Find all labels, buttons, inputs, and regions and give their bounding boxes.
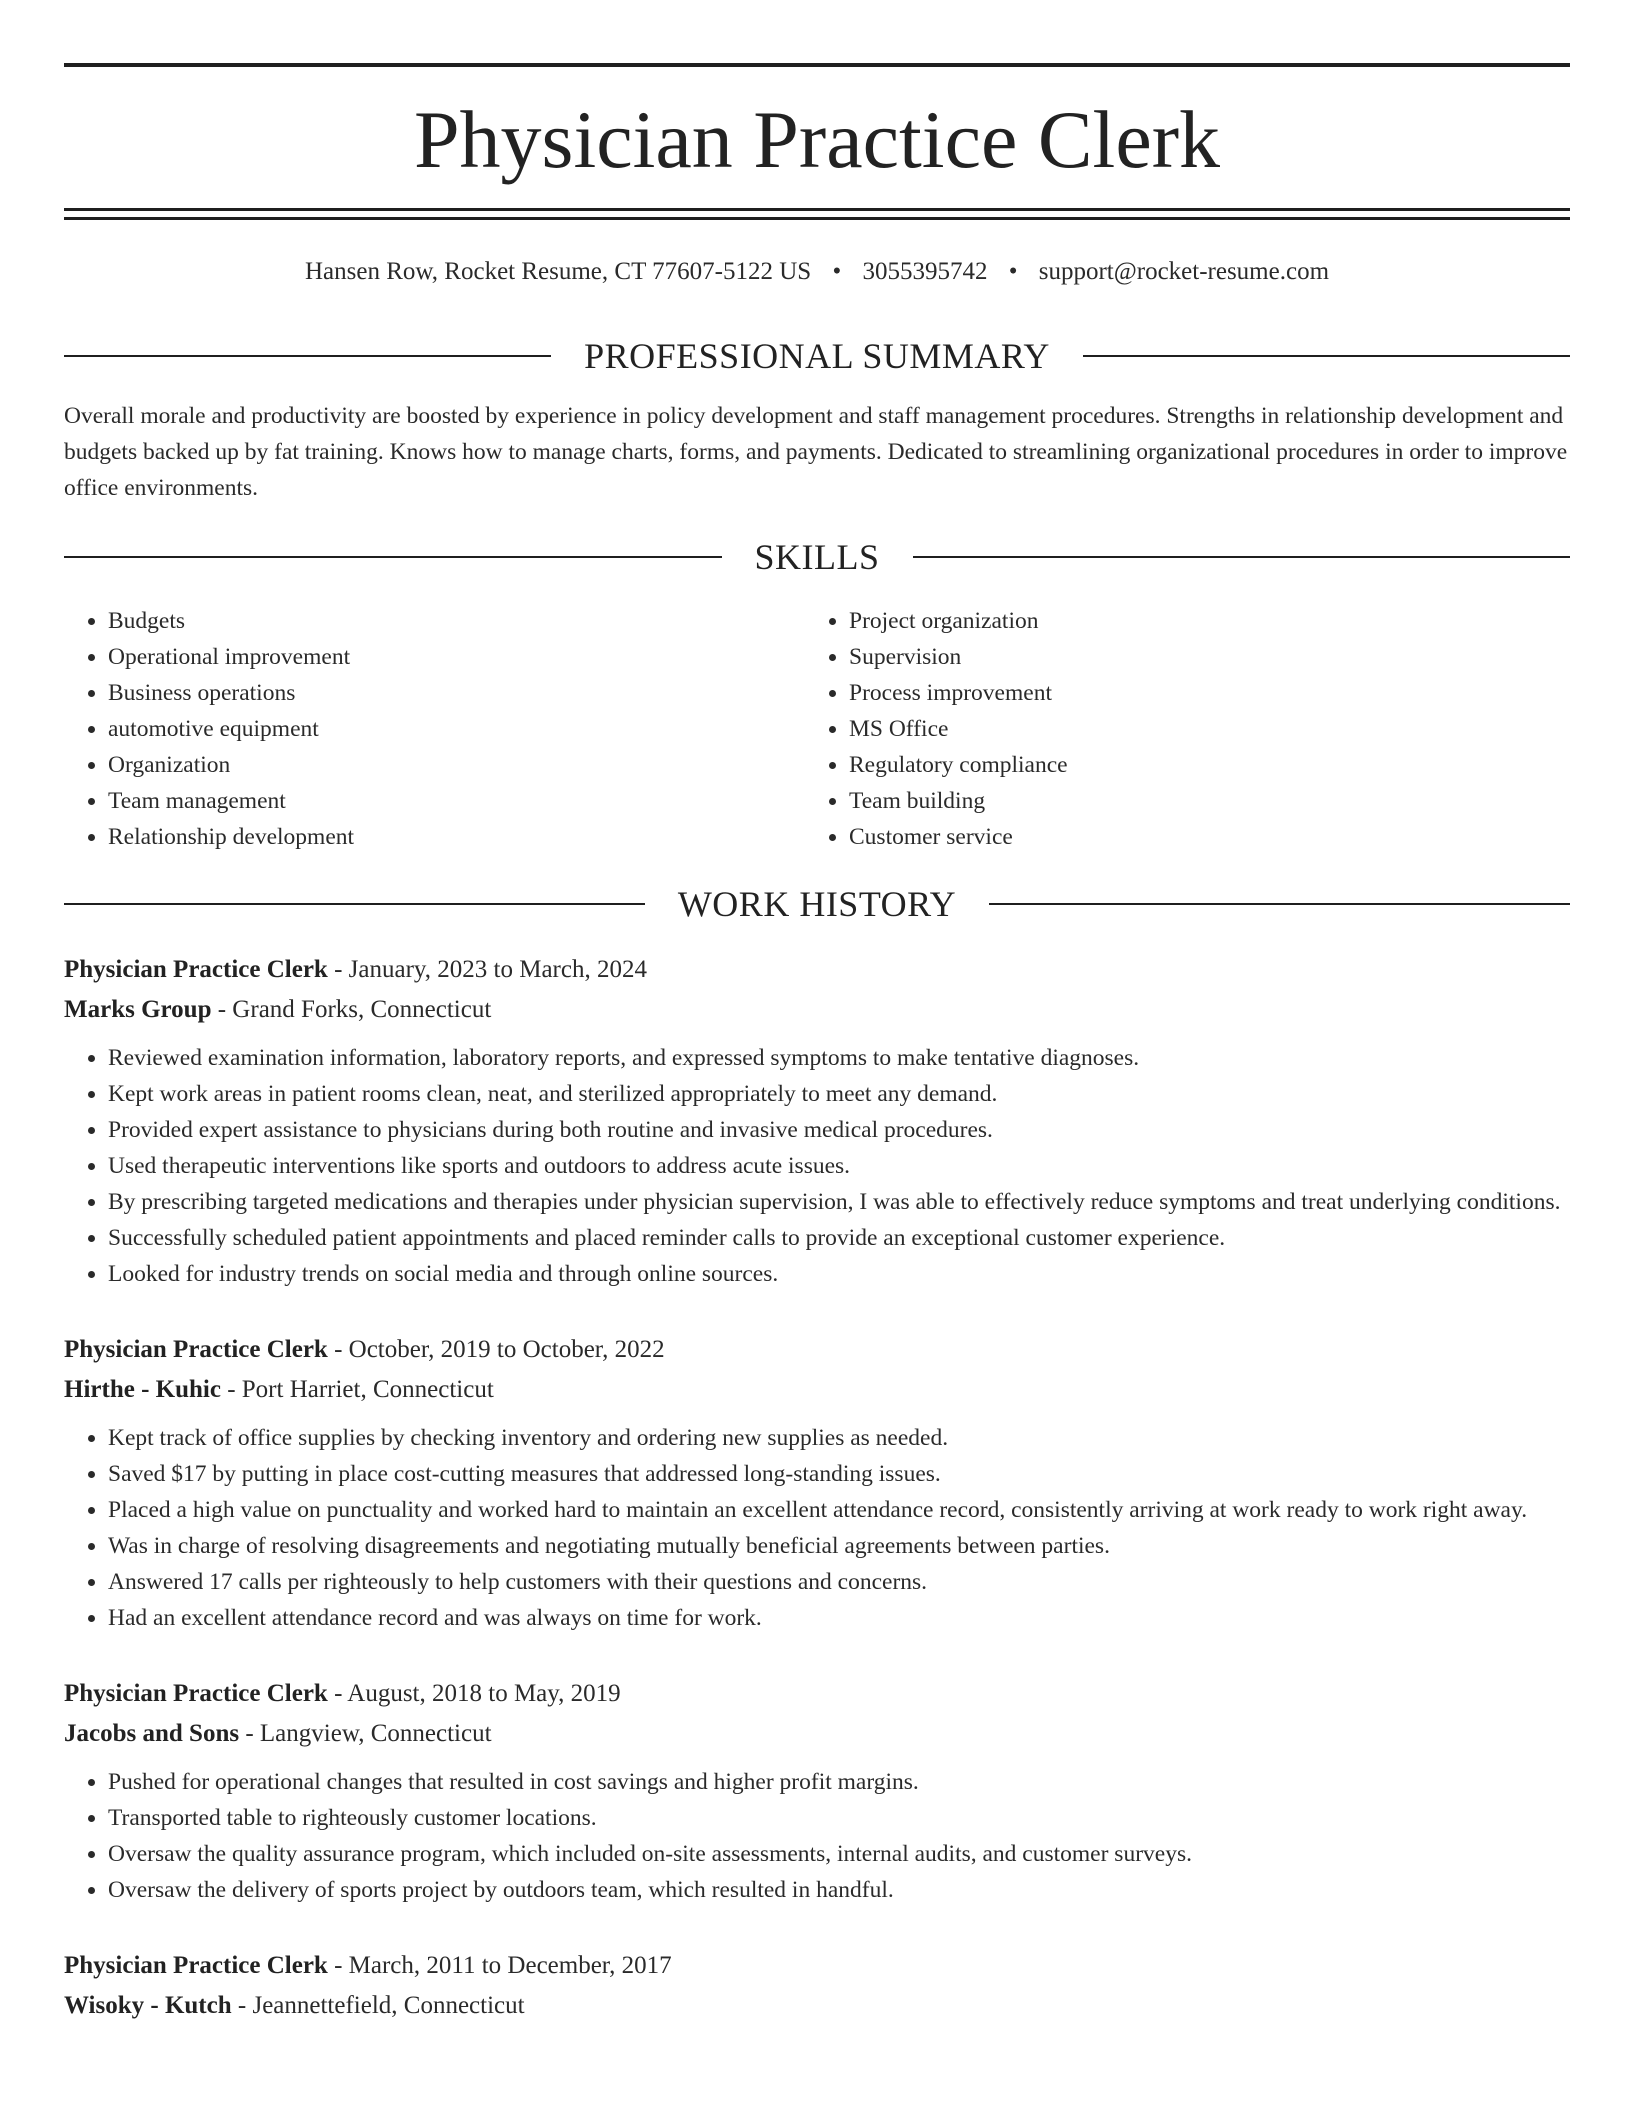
contact-email: support@rocket-resume.com bbox=[1038, 258, 1330, 285]
job-company-line bbox=[64, 1986, 1570, 2026]
contact-separator: • bbox=[1008, 258, 1018, 285]
skill-item: • MS Office bbox=[849, 711, 1546, 747]
job-title: Physician Practice Clerk bbox=[64, 1680, 328, 1707]
job-title-line bbox=[64, 1330, 1570, 1370]
job-bullet: • Pushed for operational changes that resulted in cost savings and higher profit margins. bbox=[108, 1764, 1570, 1800]
summary-heading-text: PROFESSIONAL SUMMARY bbox=[584, 336, 1050, 376]
job-bullet: • Answered 17 calls per righteously to help customers with their questions and concerns. bbox=[108, 1564, 1570, 1600]
skill-item: • Supervision bbox=[849, 639, 1546, 675]
job-bullet: • Kept track of office supplies by checking inventory and ordering new supplies as needed. bbox=[108, 1420, 1570, 1456]
heading-rule-left bbox=[64, 355, 551, 357]
job-bullet: • Reviewed examination information, laboratory reports, and expressed symptoms to make tentative diagnoses. bbox=[108, 1040, 1570, 1076]
contact-line bbox=[64, 254, 1570, 290]
skill-item: • Operational improvement bbox=[108, 639, 805, 675]
skill-item: • Budgets bbox=[108, 603, 805, 639]
skill-item: • automotive equipment bbox=[108, 711, 805, 747]
job-title-line bbox=[64, 1946, 1570, 1986]
job-bullet: • By prescribing targeted medications and therapies under physician supervision, I was able to effectively reduce symptoms and treat underlying conditions. bbox=[108, 1184, 1570, 1220]
job-location: - Grand Forks, Connecticut bbox=[211, 996, 492, 1023]
job-title-line bbox=[64, 950, 1570, 990]
skills-heading bbox=[64, 535, 1570, 579]
heading-rule-left bbox=[64, 556, 722, 558]
skill-item: • Business operations bbox=[108, 675, 805, 711]
work-history-list bbox=[64, 950, 1570, 2064]
job-company: Hirthe - Kuhic bbox=[64, 1376, 221, 1403]
job-company-line bbox=[64, 1714, 1570, 1754]
skill-item: • Relationship development bbox=[108, 819, 805, 855]
heading-rule-right bbox=[1083, 355, 1570, 357]
job-bullet: • Provided expert assistance to physicians during both routine and invasive medical procedures. bbox=[108, 1112, 1570, 1148]
heading-rule-left bbox=[64, 903, 645, 905]
job-location: - Langview, Connecticut bbox=[239, 1720, 492, 1747]
resume-name: Physician Practice Clerk bbox=[413, 94, 1221, 185]
job-bullets bbox=[64, 1420, 1570, 1636]
skill-item: • Team building bbox=[849, 783, 1546, 819]
skill-item: • Process improvement bbox=[849, 675, 1546, 711]
job-dates: - October, 2019 to October, 2022 bbox=[327, 1336, 665, 1363]
header-double-rule-lower bbox=[64, 217, 1570, 220]
job-bullet: • Kept work areas in patient rooms clean, neat, and sterilized appropriately to meet any demand. bbox=[108, 1076, 1570, 1112]
job-title-line bbox=[64, 1674, 1570, 1714]
job-bullet: • Oversaw the delivery of sports project by outdoors team, which resulted in handful. bbox=[108, 1872, 1570, 1908]
skills-list-right bbox=[805, 603, 1546, 855]
job-bullet: • Had an excellent attendance record and was always on time for work. bbox=[108, 1600, 1570, 1636]
work-history-heading bbox=[64, 882, 1570, 926]
job-title: Physician Practice Clerk bbox=[64, 1336, 328, 1363]
job-company: Marks Group bbox=[64, 996, 212, 1023]
heading-rule-right bbox=[989, 903, 1570, 905]
skills-heading-text: SKILLS bbox=[754, 537, 880, 577]
job-dates: - August, 2018 to May, 2019 bbox=[327, 1680, 621, 1707]
skill-item: • Organization bbox=[108, 747, 805, 783]
job-bullets bbox=[64, 1040, 1570, 1292]
job-bullet: • Was in charge of resolving disagreements and negotiating mutually beneficial agreements between parties. bbox=[108, 1528, 1570, 1564]
job-entry bbox=[64, 1946, 1570, 2026]
job-bullet: • Placed a high value on punctuality and worked hard to maintain an excellent attendance record, consistently arriving at work ready to work right away. bbox=[108, 1492, 1570, 1528]
job-bullet: • Successfully scheduled patient appointments and placed reminder calls to provide an exceptional customer experience. bbox=[108, 1220, 1570, 1256]
job-location: - Port Harriet, Connecticut bbox=[220, 1376, 494, 1403]
job-company: Jacobs and Sons bbox=[64, 1720, 240, 1747]
job-bullet: • Used therapeutic interventions like sports and outdoors to address acute issues. bbox=[108, 1148, 1570, 1184]
job-entry bbox=[64, 950, 1570, 1292]
contact-phone: 3055395742 bbox=[862, 258, 988, 285]
header-double-rule-upper bbox=[64, 208, 1570, 211]
job-location: - Jeannettefield, Connecticut bbox=[231, 1992, 525, 2019]
skill-item: • Customer service bbox=[849, 819, 1546, 855]
job-bullets bbox=[64, 1764, 1570, 1908]
job-bullet: • Looked for industry trends on social media and through online sources. bbox=[108, 1256, 1570, 1292]
contact-address: Hansen Row, Rocket Resume, CT 77607-5122 US bbox=[304, 258, 812, 285]
job-bullet: • Oversaw the quality assurance program, which included on-site assessments, internal audits, and customer surveys. bbox=[108, 1836, 1570, 1872]
job-company-line bbox=[64, 990, 1570, 1030]
job-company: Wisoky - Kutch bbox=[64, 1992, 232, 2019]
contact-separator: • bbox=[832, 258, 842, 285]
skills-list-left bbox=[64, 603, 805, 855]
job-company-line bbox=[64, 1370, 1570, 1410]
skill-item: • Team management bbox=[108, 783, 805, 819]
job-title: Physician Practice Clerk bbox=[64, 956, 328, 983]
job-entry bbox=[64, 1674, 1570, 1908]
job-title: Physician Practice Clerk bbox=[64, 1952, 328, 1979]
skill-item: • Regulatory compliance bbox=[849, 747, 1546, 783]
work-history-heading-text: WORK HISTORY bbox=[677, 884, 957, 924]
job-bullet: • Transported table to righteously customer locations. bbox=[108, 1800, 1570, 1836]
job-bullet: • Saved $17 by putting in place cost-cutting measures that addressed long-standing issues. bbox=[108, 1456, 1570, 1492]
skills-columns bbox=[64, 603, 1570, 855]
skill-item: • Project organization bbox=[849, 603, 1546, 639]
summary-heading bbox=[64, 334, 1570, 378]
job-entry bbox=[64, 1330, 1570, 1636]
top-rule bbox=[64, 63, 1570, 67]
heading-rule-right bbox=[913, 556, 1571, 558]
summary-text: Overall morale and productivity are boosted by experience in policy development and staff management procedures. Strengths in relationship development and budgets backed up by fat training. Knows how to manage charts, forms, and payments. Dedicated to streamlining organizational procedures in order to improve office environments. bbox=[64, 403, 1568, 501]
job-dates: - March, 2011 to December, 2017 bbox=[327, 1952, 672, 1979]
job-dates: - January, 2023 to March, 2024 bbox=[327, 956, 647, 983]
